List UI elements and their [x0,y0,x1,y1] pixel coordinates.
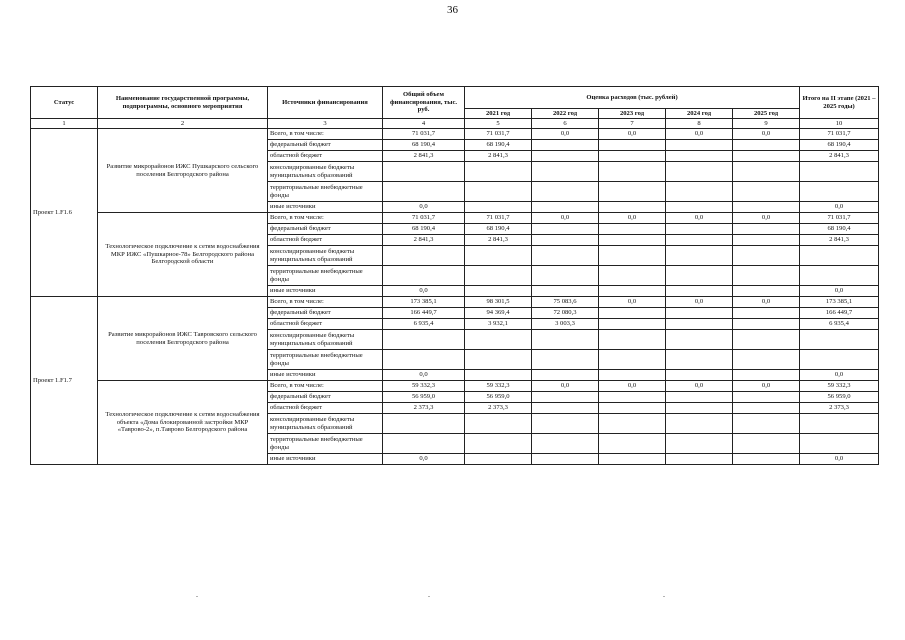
value-cell [532,235,599,246]
value-cell: 94 369,4 [465,308,532,319]
value-cell: 68 190,4 [800,140,879,151]
value-cell [599,286,666,297]
value-cell [733,414,800,434]
value-cell [599,403,666,414]
value-cell [666,235,733,246]
status-cell: Проект 1.F1.6 [31,129,98,297]
source-cell: областной бюджет [268,151,383,162]
value-cell [532,434,599,454]
value-cell [666,140,733,151]
value-cell: 68 190,4 [383,224,465,235]
value-cell [666,162,733,182]
value-cell [599,202,666,213]
value-cell [383,246,465,266]
value-cell [532,286,599,297]
source-cell: консолидированные бюджеты муниципальных образований [268,330,383,350]
value-cell [800,434,879,454]
value-cell: 173 385,1 [383,297,465,308]
value-cell [532,370,599,381]
value-cell [800,414,879,434]
value-cell [800,246,879,266]
program-name-cell: Развитие микрорайонов ИЖС Тавровского сельского поселения Белгородского района [98,297,268,381]
value-cell [465,370,532,381]
value-cell [465,182,532,202]
value-cell: 71 031,7 [800,213,879,224]
source-cell: Всего, в том числе: [268,381,383,392]
value-cell: 2 373,3 [465,403,532,414]
header-year: 2025 год [733,109,800,119]
header-status: Статус [31,87,98,119]
value-cell [465,246,532,266]
value-cell [599,151,666,162]
value-cell [666,330,733,350]
value-cell: 0,0 [383,370,465,381]
value-cell: 0,0 [666,129,733,140]
value-cell [733,235,800,246]
program-name-cell: Технологическое подключение к сетям водоснабжения МКР ИЖС «Пушкарное-78» Белгородского района Белгородской области [98,213,268,297]
value-cell: 2 841,3 [383,151,465,162]
value-cell: 0,0 [383,202,465,213]
value-cell [465,266,532,286]
value-cell [733,266,800,286]
header-year: 2022 год [532,109,599,119]
column-index: 1 [31,119,98,129]
program-name-cell: Технологическое подключение к сетям водоснабжения объекта «Дома блокированной застройки МКР «Таврово-2», п.Таврово Белгородского района [98,381,268,465]
value-cell: 0,0 [733,129,800,140]
value-cell [532,403,599,414]
source-cell: областной бюджет [268,235,383,246]
value-cell: 2 841,3 [465,235,532,246]
value-cell [599,162,666,182]
source-cell: иные источники [268,454,383,465]
value-cell [532,182,599,202]
header-sources: Источники финансирования [268,87,383,119]
value-cell [733,392,800,403]
value-cell: 0,0 [599,129,666,140]
value-cell [532,224,599,235]
source-cell: иные источники [268,202,383,213]
value-cell [666,202,733,213]
value-cell: 0,0 [532,381,599,392]
value-cell [465,350,532,370]
value-cell [599,235,666,246]
value-cell [383,414,465,434]
value-cell [800,182,879,202]
value-cell [733,286,800,297]
value-cell [465,286,532,297]
value-cell: 68 190,4 [800,224,879,235]
value-cell: 0,0 [383,454,465,465]
column-index-row [31,119,879,129]
value-cell: 3 003,3 [532,319,599,330]
header-stage-total: Итого на II этапе (2021 – 2025 годы) [800,87,879,119]
value-cell: 72 080,3 [532,308,599,319]
source-cell: иные источники [268,286,383,297]
value-cell [532,414,599,434]
value-cell [599,330,666,350]
source-cell: консолидированные бюджеты муниципальных образований [268,414,383,434]
value-cell: 0,0 [666,381,733,392]
column-index: 10 [800,119,879,129]
source-cell: территориальные внебюджетные фонды [268,434,383,454]
value-cell [383,182,465,202]
value-cell: 2 841,3 [465,151,532,162]
value-cell: 0,0 [733,381,800,392]
value-cell [465,434,532,454]
value-cell: 75 083,6 [532,297,599,308]
value-cell: 0,0 [532,129,599,140]
value-cell: 0,0 [800,286,879,297]
value-cell [532,266,599,286]
value-cell: 0,0 [666,297,733,308]
table-row [31,213,879,224]
value-cell: 68 190,4 [465,140,532,151]
value-cell [733,350,800,370]
column-index: 8 [666,119,733,129]
value-cell [733,182,800,202]
value-cell: 2 841,3 [383,235,465,246]
source-cell: территориальные внебюджетные фонды [268,350,383,370]
value-cell: 0,0 [800,202,879,213]
source-cell: консолидированные бюджеты муниципальных образований [268,162,383,182]
value-cell [465,202,532,213]
value-cell: 2 841,3 [800,235,879,246]
value-cell [383,434,465,454]
source-cell: Всего, в том числе: [268,129,383,140]
value-cell [666,286,733,297]
header-program: Наименование государственной программы, подпрограммы, основного мероприятия [98,87,268,119]
value-cell [532,246,599,266]
value-cell: 0,0 [599,381,666,392]
value-cell [733,454,800,465]
value-cell [465,454,532,465]
value-cell: 0,0 [733,297,800,308]
value-cell [666,182,733,202]
value-cell [465,162,532,182]
value-cell: 0,0 [733,213,800,224]
value-cell [666,246,733,266]
source-cell: областной бюджет [268,403,383,414]
table-row [31,297,879,308]
value-cell [733,403,800,414]
value-cell [599,370,666,381]
value-cell [599,392,666,403]
value-cell [800,266,879,286]
scan-mark: . [428,590,430,599]
value-cell [532,392,599,403]
value-cell [383,330,465,350]
value-cell: 0,0 [599,213,666,224]
value-cell: 98 301,5 [465,297,532,308]
status-cell: Проект 1.F1.7 [31,297,98,465]
value-cell [465,414,532,434]
value-cell [666,350,733,370]
value-cell [599,434,666,454]
source-cell: федеральный бюджет [268,140,383,151]
source-cell: иные источники [268,370,383,381]
value-cell [599,140,666,151]
column-index: 9 [733,119,800,129]
source-cell: консолидированные бюджеты муниципальных образований [268,246,383,266]
value-cell: 59 332,3 [465,381,532,392]
scan-mark: . [196,590,198,599]
value-cell [733,151,800,162]
header-year: 2023 год [599,109,666,119]
value-cell [733,308,800,319]
source-cell: Всего, в том числе: [268,297,383,308]
value-cell [666,319,733,330]
value-cell [800,350,879,370]
value-cell [599,182,666,202]
value-cell [599,246,666,266]
header-total: Общий объем финансирования, тыс. руб. [383,87,465,119]
value-cell: 2 373,3 [383,403,465,414]
column-index: 7 [599,119,666,129]
value-cell: 0,0 [599,297,666,308]
value-cell: 56 959,0 [800,392,879,403]
value-cell: 0,0 [800,454,879,465]
value-cell: 59 332,3 [383,381,465,392]
value-cell: 166 449,7 [800,308,879,319]
value-cell [532,202,599,213]
value-cell [599,308,666,319]
value-cell: 166 449,7 [383,308,465,319]
value-cell [532,162,599,182]
source-cell: областной бюджет [268,319,383,330]
value-cell [666,454,733,465]
column-index: 4 [383,119,465,129]
value-cell [666,308,733,319]
source-cell: территориальные внебюджетные фонды [268,182,383,202]
value-cell [599,266,666,286]
value-cell: 68 190,4 [465,224,532,235]
value-cell [532,330,599,350]
value-cell [733,162,800,182]
column-index: 2 [98,119,268,129]
source-cell: федеральный бюджет [268,224,383,235]
value-cell [733,246,800,266]
source-cell: федеральный бюджет [268,392,383,403]
value-cell [733,330,800,350]
value-cell [733,370,800,381]
table-row [31,129,879,140]
value-cell: 0,0 [800,370,879,381]
value-cell: 0,0 [383,286,465,297]
value-cell: 173 385,1 [800,297,879,308]
value-cell [733,224,800,235]
budget-table [30,86,879,465]
value-cell [532,151,599,162]
value-cell [383,350,465,370]
page-number: 36 [447,4,458,16]
scan-mark: . [663,590,665,599]
value-cell: 6 935,4 [383,319,465,330]
value-cell [599,319,666,330]
value-cell [465,330,532,350]
value-cell [599,224,666,235]
column-index: 5 [465,119,532,129]
value-cell: 2 841,3 [800,151,879,162]
value-cell [666,434,733,454]
value-cell: 0,0 [532,213,599,224]
value-cell: 71 031,7 [465,129,532,140]
value-cell [733,140,800,151]
source-cell: Всего, в том числе: [268,213,383,224]
value-cell [599,350,666,370]
source-cell: федеральный бюджет [268,308,383,319]
value-cell [666,266,733,286]
value-cell: 3 932,1 [465,319,532,330]
value-cell [733,434,800,454]
table-row [31,381,879,392]
value-cell: 56 959,0 [465,392,532,403]
value-cell: 71 031,7 [383,213,465,224]
value-cell [532,454,599,465]
value-cell [666,392,733,403]
value-cell: 71 031,7 [383,129,465,140]
value-cell [666,370,733,381]
value-cell [666,151,733,162]
value-cell: 71 031,7 [465,213,532,224]
value-cell [599,454,666,465]
value-cell [800,162,879,182]
value-cell [532,140,599,151]
value-cell [666,414,733,434]
value-cell: 2 373,3 [800,403,879,414]
value-cell [666,224,733,235]
source-cell: территориальные внебюджетные фонды [268,266,383,286]
value-cell [800,330,879,350]
program-name-cell: Развитие микрорайонов ИЖС Пушкарского сельского поселения Белгородского района [98,129,268,213]
header-estimate: Оценка расходов (тыс. рублей) [465,87,800,109]
value-cell [383,266,465,286]
column-index: 3 [268,119,383,129]
value-cell [733,202,800,213]
value-cell: 68 190,4 [383,140,465,151]
value-cell [383,162,465,182]
value-cell [733,319,800,330]
value-cell: 0,0 [666,213,733,224]
header-year: 2024 год [666,109,733,119]
value-cell: 56 959,0 [383,392,465,403]
value-cell: 59 332,3 [800,381,879,392]
value-cell: 6 935,4 [800,319,879,330]
value-cell [666,403,733,414]
column-index: 6 [532,119,599,129]
value-cell [532,350,599,370]
value-cell: 71 031,7 [800,129,879,140]
header-year: 2021 год [465,109,532,119]
value-cell [599,414,666,434]
